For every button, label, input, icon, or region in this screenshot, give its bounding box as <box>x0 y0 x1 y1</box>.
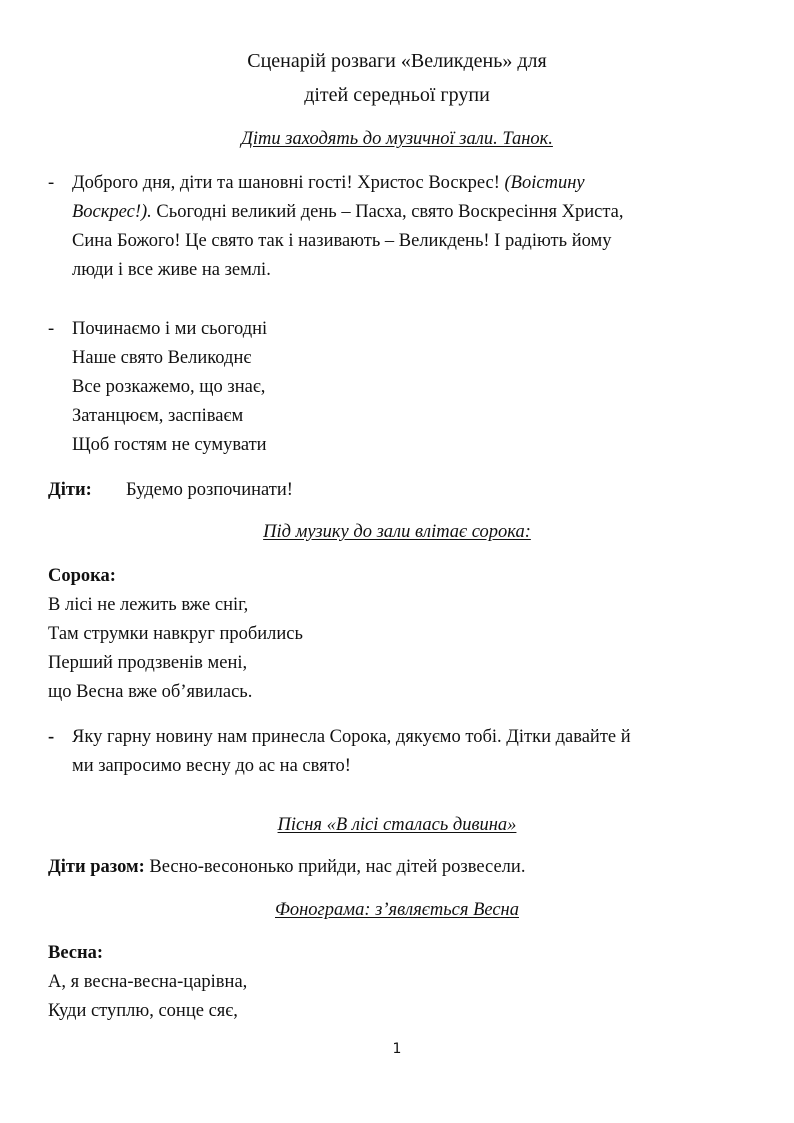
children-together-line <box>48 857 525 878</box>
magpie-line: що Весна вже об’явилась. <box>48 682 253 702</box>
invite-line-2: ми запросимо весну до ас на свято! <box>72 756 351 776</box>
greeting-text-2b: Сьогодні великий день – Пасха, свято Воскресіння Христа, <box>151 202 624 222</box>
poem-line: Все розкажемо, що знає, <box>72 377 266 397</box>
speaker-magpie: Сорока: <box>48 566 116 586</box>
children-together-text: Весно-весононько прийди, нас дітей розвесели. <box>144 857 526 877</box>
poem-line: Затанцюєм, заспіваєм <box>72 406 244 426</box>
speaker-children: Діти: <box>48 480 92 500</box>
dash-marker-3: - <box>48 727 55 747</box>
greeting-response-1b: (Воістину <box>504 173 585 193</box>
spring-line: Куди ступлю, сонце сяє, <box>48 1001 238 1021</box>
greeting-response-2a: Воскрес!). <box>72 202 152 222</box>
dash-marker-1: - <box>48 173 55 193</box>
children-line-text: Будемо розпочинати! <box>126 480 293 500</box>
magpie-line: Там струмки навкруг пробились <box>48 624 303 644</box>
poem-line: Наше свято Великоднє <box>72 348 252 368</box>
page-title-line-1: Сценарій розваги «Великдень» для <box>247 50 547 72</box>
dash-marker-2: - <box>48 319 55 339</box>
stage-direction-spring: Фонограма: з’являється Весна <box>275 900 519 920</box>
magpie-line: Перший продзвенів мені, <box>48 653 248 673</box>
stage-direction-song: Пісня «В лісі сталась дивина» <box>277 815 517 835</box>
stage-direction-enter: Діти заходять до музичної зали. Танок. <box>241 129 553 149</box>
page-number: 1 <box>392 1041 402 1057</box>
magpie-line: В лісі не лежить вже сніг, <box>48 595 249 615</box>
stage-direction-magpie: Під музику до зали влітає сорока: <box>263 522 531 542</box>
spring-line: А, я весна-весна-царівна, <box>48 972 248 992</box>
speaker-children-together: Діти разом: <box>48 857 145 877</box>
greeting-line-2 <box>72 202 623 223</box>
poem-line: Щоб гостям не сумувати <box>72 435 267 455</box>
greeting-text-1a: Доброго дня, діти та шановні гості! Христос Воскрес! <box>72 173 505 193</box>
greeting-line-1 <box>72 173 585 194</box>
greeting-line-3: Сина Божого! Це свято так і називають – Великдень! І радіють йому <box>72 231 612 251</box>
invite-line-1: Яку гарну новину нам принесла Сорока, дякуємо тобі. Дітки давайте й <box>72 727 631 747</box>
page-title-line-2: дітей середньої групи <box>304 84 490 106</box>
speaker-spring: Весна: <box>48 943 104 963</box>
poem-line: Починаємо і ми сьогодні <box>72 319 268 339</box>
greeting-line-4: люди і все живе на землі. <box>72 260 271 280</box>
